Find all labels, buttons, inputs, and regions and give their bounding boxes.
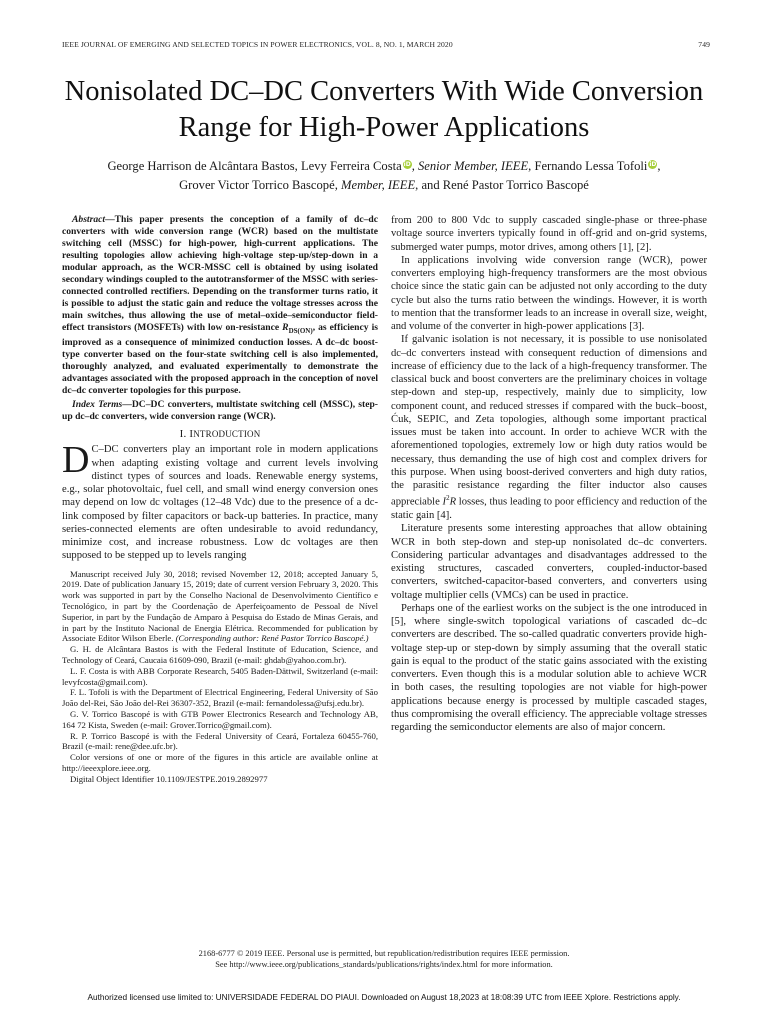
abstract-text-a: This paper presents the conception of a family of dc–dc converters with wide conversion range (WCR) based on the multistate switching cell (MSSC) for high-power, high-current applications. The resulting topologies allow achieving high-voltage step-up/step-down in a modular approach, as the WCR-MSSC cell is obtained by using isolated secondary windings coupled to the autotransformer of the MSSC with series-connected controlled rectifiers. Depending on the transformer turns ratio, it is possible to adjust the static gain and reduce the voltage stresses across the main switches, thus allowing the use of metal–oxide–semiconductor field-effect transistors (MOSFETs) with low on-resistance [62, 214, 378, 333]
corresponding-author: (Corresponding author: René Pastor Torrico Bascopé.) [175, 633, 369, 644]
section-heading-introduction [62, 428, 378, 441]
footnote-affiliation: R. P. Torrico Bascopé is with the Federal University of Ceará, Fortaleza 60455-760, Brazil (e-mail: rene@dee.ufc.br). [62, 730, 378, 752]
intro-paragraph [62, 439, 378, 562]
rights-link[interactable]: See http://www.ieee.org/publications_standards/publications/rights/index.html for more information. [215, 960, 553, 969]
orcid-icon[interactable]: iD [403, 161, 411, 168]
body-text: If galvanic isolation is not necessary, it is possible to use nonisolated dc–dc converters instead with consequent reduction of dimensions and increase of efficiency due to the lack of a high-frequency transformer. The classical buck and boost converters are the preliminary choices in voltage step-down and step-up, respectively, mainly due to simplicity, low component count, and reduced stresses if compared with the buck–boost, Ćuk, SEPIC, and Zeta topologies, although some important practical issues must be taken into account. In order to achieve WCR with the aforementioned topologies, extremely low or high duty ratios would be necessary, thus demanding the use of high cost and complex drivers for this purpose. When using boost-derived converters and high duty ratios, the parasitic resistance regarding the filter inductor also causes appreciable [391, 334, 707, 508]
paper-title: Nonisolated DC–DC Converters With Wide Conversion Range for High-Power Applications [64, 76, 704, 143]
i2r-symbol: I [442, 496, 447, 508]
right-column [391, 214, 707, 734]
abstract [62, 214, 378, 397]
footnote-affiliation: G. H. de Alcântara Bastos is with the Federal Institute of Education, Science, and Technology of Ceará, Caucaia 61609-090, Brazil (e-mail: ghdab@yahoo.com.br). [62, 644, 378, 665]
body-paragraph [391, 333, 707, 522]
author-names-3: Grover Victor Torrico Bascopé [179, 178, 335, 192]
section-numeral: I. [179, 428, 190, 441]
rds-subscript: DS(ON) [288, 326, 313, 335]
copyright-notice [100, 948, 668, 970]
body-paragraph: In applications involving wide conversion range (WCR), power converters employing high-frequency transformers are the most obvious choice since the static gain can be adjusted not only according to the duty cycle but also the turns ratio between the windings. However, it is worth to mention that the transformer leads to an increase in overall size, weight, and volume of the converter in high-power applications [3]. [391, 254, 707, 332]
index-terms-text: DC–DC converters, multistate switching cell (MSSC), step-up dc–dc converters, wide conversion range (WCR). [62, 399, 378, 423]
author-list [40, 157, 728, 195]
footnote-affiliation: G. V. Torrico Bascopé is with GTB Power Electronics Research and Technology AB, 164 72 Kista, Sweden (e-mail: Grover.Torrico@gmail.com). [62, 708, 378, 730]
orcid-icon[interactable]: iD [649, 161, 657, 168]
author-role-1: , Senior Member, IEEE [411, 159, 529, 173]
index-terms-dash: — [122, 399, 132, 411]
section-title-rest: NTRODUCTION [193, 429, 261, 440]
author-names-2: , Fernando Lessa Tofoli [528, 159, 648, 173]
abstract-dash: — [105, 214, 115, 225]
footnote-manuscript [62, 569, 378, 645]
running-header [62, 40, 710, 49]
left-column [62, 214, 378, 785]
index-terms [62, 399, 378, 423]
footnote-manuscript-text: Manuscript received July 30, 2018; revised November 12, 2018; accepted January 5, 2019. Date of publication January 15, 2019; date of current version February 3, 2020. This work was supported in part by the Conselho Nacional de Desenvolvimento Científico e Tecnológico, in part by the Coordenação de Aperfeiçoamento de Pessoal de Nível Superior, in part by the Fundação de Amparo à Pesquisa do Estado de Minas Gerais, and in part by the Instituto Nacional de Energia Elétrica. Recommended for publication by Associate Editor Wilson Eberle. [62, 568, 378, 644]
i2r-exponent: 2 [446, 494, 450, 503]
author-sep: , [657, 159, 661, 173]
body-paragraph: Perhaps one of the earliest works on the subject is the one introduced in [5], where single-switch topological variations of cascaded dc–dc converters are described. The so-called quadratic converters provide high-voltage step-up or step-down by simply assuming that the overall static gain is equal to the product of the static gains associated with the existing converters. Even though this is a modular solution able to achieve WCR in both cases, the resulting topologies are not viable for high-power applications because energy is processed by multiple cascaded stages, thus compromising the overall efficiency. The appreciable voltage stresses regarding the semiconductor elements are also of major concern. [391, 602, 707, 734]
body-paragraph: from 200 to 800 Vdc to supply cascaded single-phase or three-phase voltage source inverters typically found in off-grid and on-grid systems, submerged water pumps, motor drives, among others [1], [2]. [391, 215, 707, 253]
drop-cap: D [62, 439, 90, 482]
abstract-text-b: , as efficiency is improved as a consequence of minimized conduction losses. A dc–dc boost-type converter based on the four-state switching cell is also implemented, thoroughly analyzed, and evaluated experimentally to demonstrate the advantages associated with the proposed approach in the conception of novel dc–dc converter topologies for this purpose. [62, 321, 378, 397]
footnote-affiliation: F. L. Tofoli is with the Department of Electrical Engineering, Federal University of São João del-Rei, São João del-Rei 36307-352, Brazil (e-mail: fernandolessa@ufsj.edu.br). [62, 687, 378, 709]
journal-name: IEEE JOURNAL OF EMERGING AND SELECTED TOPICS IN POWER ELECTRONICS, VOL. 8, NO. 1, MARCH 2020 [62, 40, 453, 49]
rds-symbol: R [282, 321, 289, 333]
author-names-4: , and René Pastor Torrico Bascopé [415, 178, 589, 192]
intro-text: C–DC converters play an important role in modern applications when adapting existing voltage and current levels involving distinct types of sources and loads. Renewable energy systems, e.g., solar photovoltaic, fuel cell, and small wind energy conversion ones may depend on low dc voltages (12–48 Vdc) due to the presence of a dc-link composed by filter capacitors or back-up batteries. In practice, many series-connected elements are often undesirable to avoid redundancy, minimize cost, and increase robustness. Low dc voltages are then supposed to be stepped up to levels ranging [62, 444, 378, 562]
author-names-1: George Harrison de Alcântara Bastos, Levy Ferreira Costa [107, 159, 402, 173]
license-footer: Authorized licensed use limited to: UNIVERSIDADE FEDERAL DO PIAUI. Downloaded on August 18,2023 at 18:08:39 UTC from IEEE Xplore. Restrictions apply. [87, 992, 681, 1002]
footnote-affiliation: L. F. Costa is with ABB Corporate Research, 5405 Baden-Dättwil, Switzerland (e-mail: levyfcosta@gmail.com). [62, 665, 378, 687]
body-text: losses, thus leading to poor efficiency and reduction of the static gain [4]. [391, 496, 707, 522]
index-terms-label: Index Terms [72, 399, 123, 411]
body-paragraph: Literature presents some interesting approaches that allow obtaining WCR in both step-down and step-up nonisolated dc–dc converters. Considering particular advantages and disadvantages addressed to the existing structures, cascaded converters, coupled-inductor-based converters, switched-capacitor-based converters, and converters using voltage multiplier cells (VMCs) can be used in practice. [391, 523, 707, 601]
footnote-color-versions: Color versions of one or more of the figures in this article are available online at http://ieeexplore.ieee.org. [62, 752, 378, 773]
i2r-resistance: R [449, 496, 457, 508]
section-first-letter: I [189, 428, 194, 441]
footnote-doi: Digital Object Identifier 10.1109/JESTPE.2019.2892977 [70, 773, 268, 784]
abstract-label: Abstract [72, 214, 106, 225]
footnotes [62, 569, 378, 785]
author-role-3: , Member, IEEE [334, 178, 416, 192]
page-number: 749 [698, 40, 710, 49]
copyright-line: 2168-6777 © 2019 IEEE. Personal use is permitted, but republication/redistribution requires IEEE permission. [198, 949, 570, 958]
